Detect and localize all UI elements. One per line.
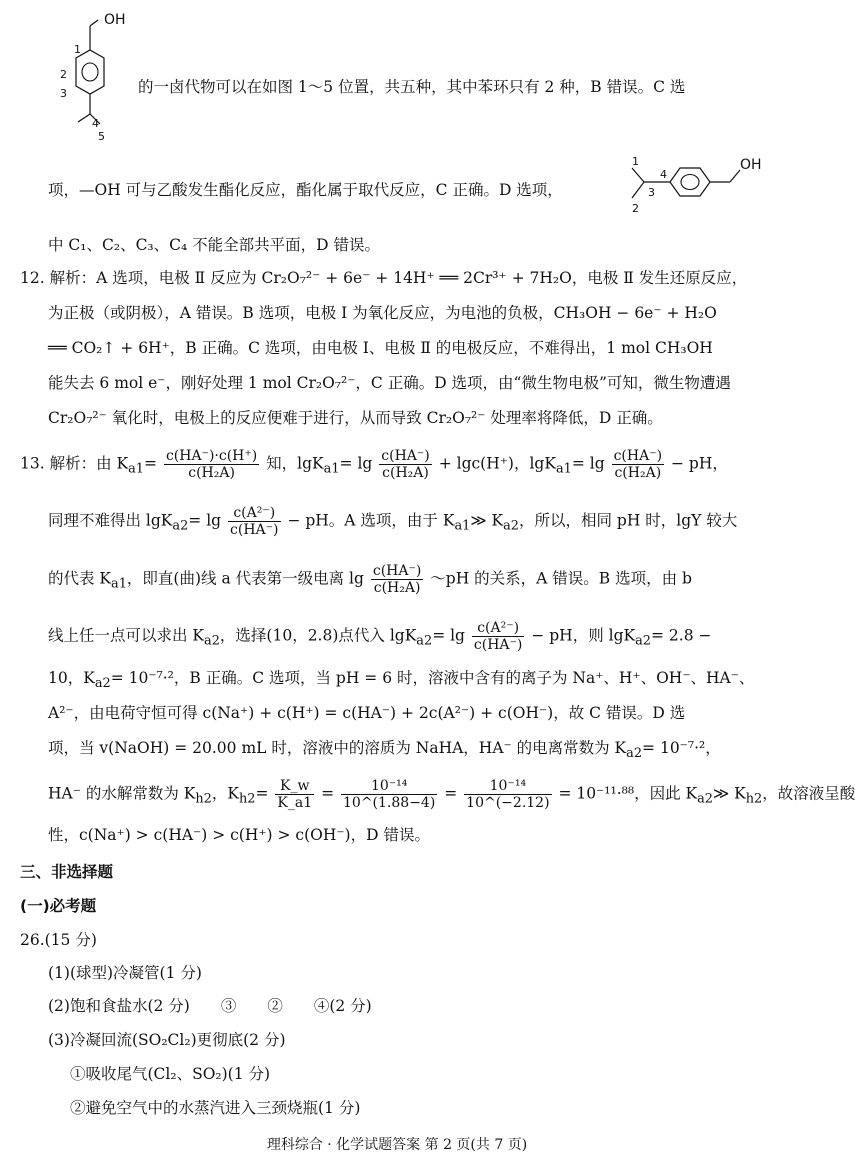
mol2-num-2: 2 <box>632 202 639 215</box>
q13-line-7: 项，当 v(NaOH) = 20.00 mL 时，溶液中的溶质为 NaHA，HA⁻ 的电离常数为 $K_{a2}= 10^{-7}\cdot^2$， <box>48 739 721 762</box>
q26-answer-3-1: ①吸收尾气(Cl₂、SO₂)(1 分) <box>70 1065 271 1083</box>
mol1-num-3: 3 <box>60 87 67 100</box>
q26-answer-2: (2)饱和食盐水(2 分) ③ ② ④(2 分) <box>48 997 372 1015</box>
structure-diagram-1 <box>44 8 144 148</box>
structure-diagram-2 <box>620 152 780 222</box>
section-title: 三、非选择题 <box>20 863 114 881</box>
q13-line-6: A²⁻，由电荷守恒可得 c(Na⁺) + c(H⁺) = c(HA⁻) + 2c(A²⁻) + c(OH⁻)，故 C 错误。D 选 <box>48 704 686 722</box>
mol1-num-5: 5 <box>98 130 105 143</box>
fraction: $\frac{c(HA^-)}{\text{c(H₂A)}}$ <box>372 563 422 596</box>
fraction: $\frac{c(HA^-)}{\text{c(H₂A)}}$ <box>381 448 430 481</box>
mol1-num-2: 2 <box>60 68 67 81</box>
fraction: $\frac{K\_w}{K\_a1}$ <box>277 778 313 811</box>
fraction: $\frac{\text{c(A²⁻)}}{c(HA^-)}$ <box>473 620 523 653</box>
q12-line-4: 能失去 6 mol e⁻，刚好处理 1 mol Cr₂O₇²⁻，C 正确。D 选项，由“微生物电极”可知，微生物遭遇 <box>48 374 731 392</box>
q13-line-5: 10，$K_{a2}= 10^{-7}\cdot^2$，B 正确。C 选项，当 pH = 6 时，溶液中含有的离子为 Na⁺、H⁺、OH⁻、HA⁻、 <box>48 669 755 692</box>
q26-answer-1: (1)(球型)冷凝管(1 分) <box>48 964 202 982</box>
fraction: $\frac{\text{10⁻¹⁴}}{10\^{}(-2.12)}$ <box>466 778 550 811</box>
q12-line-2: 为正极（或阴极），A 错误。B 选项，电极 Ⅰ 为氧化反应，为电池的负极，CH₃OH − 6e⁻ + H₂O <box>48 304 717 322</box>
q13-line-3: 的代表 $K_{a1}$，即直(曲)线 a 代表第一级电离 lg $\frac{c(HA^-)}{\text{c(H₂A)}}$ ～pH 的关系，A 错误。B 选项，由 b <box>48 563 692 596</box>
q26-head: 26.(15 分) <box>20 931 97 949</box>
q13-line-1: 13. 解析：由 $K_{a1}=$ $\frac{c(HA^-)\cdot c(H^+)}{\text{c(H₂A)}}$ 知，lgK$_{a1}$= lg $\frac{c(HA^-)}{\text{c(H₂A)}}$ + lgc(H⁺)，lgK$_{a1}$= lg $\frac{c(HA^-)}{\text{c(H₂A)}}$ − pH， <box>20 448 728 481</box>
q12-line-3: ══ CO₂↑ + 6H⁺，B 正确。C 选项，由电极 Ⅰ、电极 Ⅱ 的电极反应，不难得出，1 mol CH₃OH <box>48 339 713 357</box>
mol2-num-3: 3 <box>648 186 655 199</box>
mol2-num-4: 4 <box>660 168 667 181</box>
q12-line-5: Cr₂O₇²⁻ 氧化时，电极上的反应便难于进行，从而导致 Cr₂O₇²⁻ 处理率将降低，D 正确。 <box>48 409 663 427</box>
q13-line-8: HA⁻ 的水解常数为 $K_{h2}$，$K_{h2}=$ $\frac{K\_w}{K\_a1}$ = $\frac{\text{10⁻¹⁴}}{10\^{}(1.88-4)}$ = $\frac{\text{10⁻¹⁴}}{10\^{}(-2.12)}$ = 10⁻¹¹·⁸⁸，因此 $K_{a2}≫$ $K_{h2}$，故溶液呈酸 <box>48 778 855 811</box>
q11-line-2: 项，—OH 可与乙酸发生酯化反应，酯化属于取代反应，C 正确。D 选项， <box>48 181 563 199</box>
mol1-oh-label: OH <box>104 12 126 28</box>
mol1-num-1: 1 <box>74 43 81 56</box>
q11-line-3: 中 C₁、C₂、C₃、C₄ 不能全部共平面，D 错误。 <box>48 236 381 254</box>
fraction: $\frac{c(HA^-)\cdot c(H^+)}{\text{c(H₂A)}}$ <box>165 448 258 481</box>
fraction: $\frac{\text{c(A²⁻)}}{c(HA^-)}$ <box>230 505 279 538</box>
q13-line-9: 性，c(Na⁺) > c(HA⁻) > c(H⁺) > c(OH⁻)，D 错误。 <box>48 826 430 844</box>
q12-line-1: 12. 解析：A 选项，电极 Ⅱ 反应为 Cr₂O₇²⁻ + 6e⁻ + 14H⁺ ══ 2Cr³⁺ + 7H₂O，电极 Ⅱ 发生还原反应， <box>20 269 748 287</box>
mol2-num-1: 1 <box>632 155 639 168</box>
fraction: $\frac{c(HA^-)}{\text{c(H₂A)}}$ <box>613 448 663 481</box>
q13-line-4: 线上任一点可以求出 $K_{a2}$，选择(10，2.8)点代入 lgK$_{a2}$= lg $\frac{\text{c(A²⁻)}}{c(HA^-)}$ − pH，则 lgK$_{a2}$= 2.8 − <box>48 620 712 653</box>
section-subtitle: (一)必考题 <box>20 897 97 915</box>
mol2-oh-label: OH <box>740 157 762 173</box>
fraction: $\frac{\text{10⁻¹⁴}}{10\^{}(1.88-4)}$ <box>343 778 436 811</box>
q26-answer-3: (3)冷凝回流(SO₂Cl₂)更彻底(2 分) <box>48 1031 286 1049</box>
mol1-num-4: 4 <box>92 117 99 130</box>
q26-answer-3-2: ②避免空气中的水蒸汽进入三颈烧瓶(1 分) <box>70 1099 361 1117</box>
q11-line-1: 的一卤代物可以在如图 1～5 位置，共五种，其中苯环只有 2 种，B 错误。C 选 <box>138 78 686 96</box>
page-footer: 理科综合 · 化学试题答案 第 2 页(共 7 页) <box>266 1137 528 1153</box>
q13-line-2: 同理不难得出 lgK$_{a2}$= lg $\frac{\text{c(A²⁻)}}{c(HA^-)}$ − pH。A 选项，由于 $K_{a1}≫$ $K_{a2}$，所以，相同 pH 时，lgY 较大 <box>48 505 738 538</box>
